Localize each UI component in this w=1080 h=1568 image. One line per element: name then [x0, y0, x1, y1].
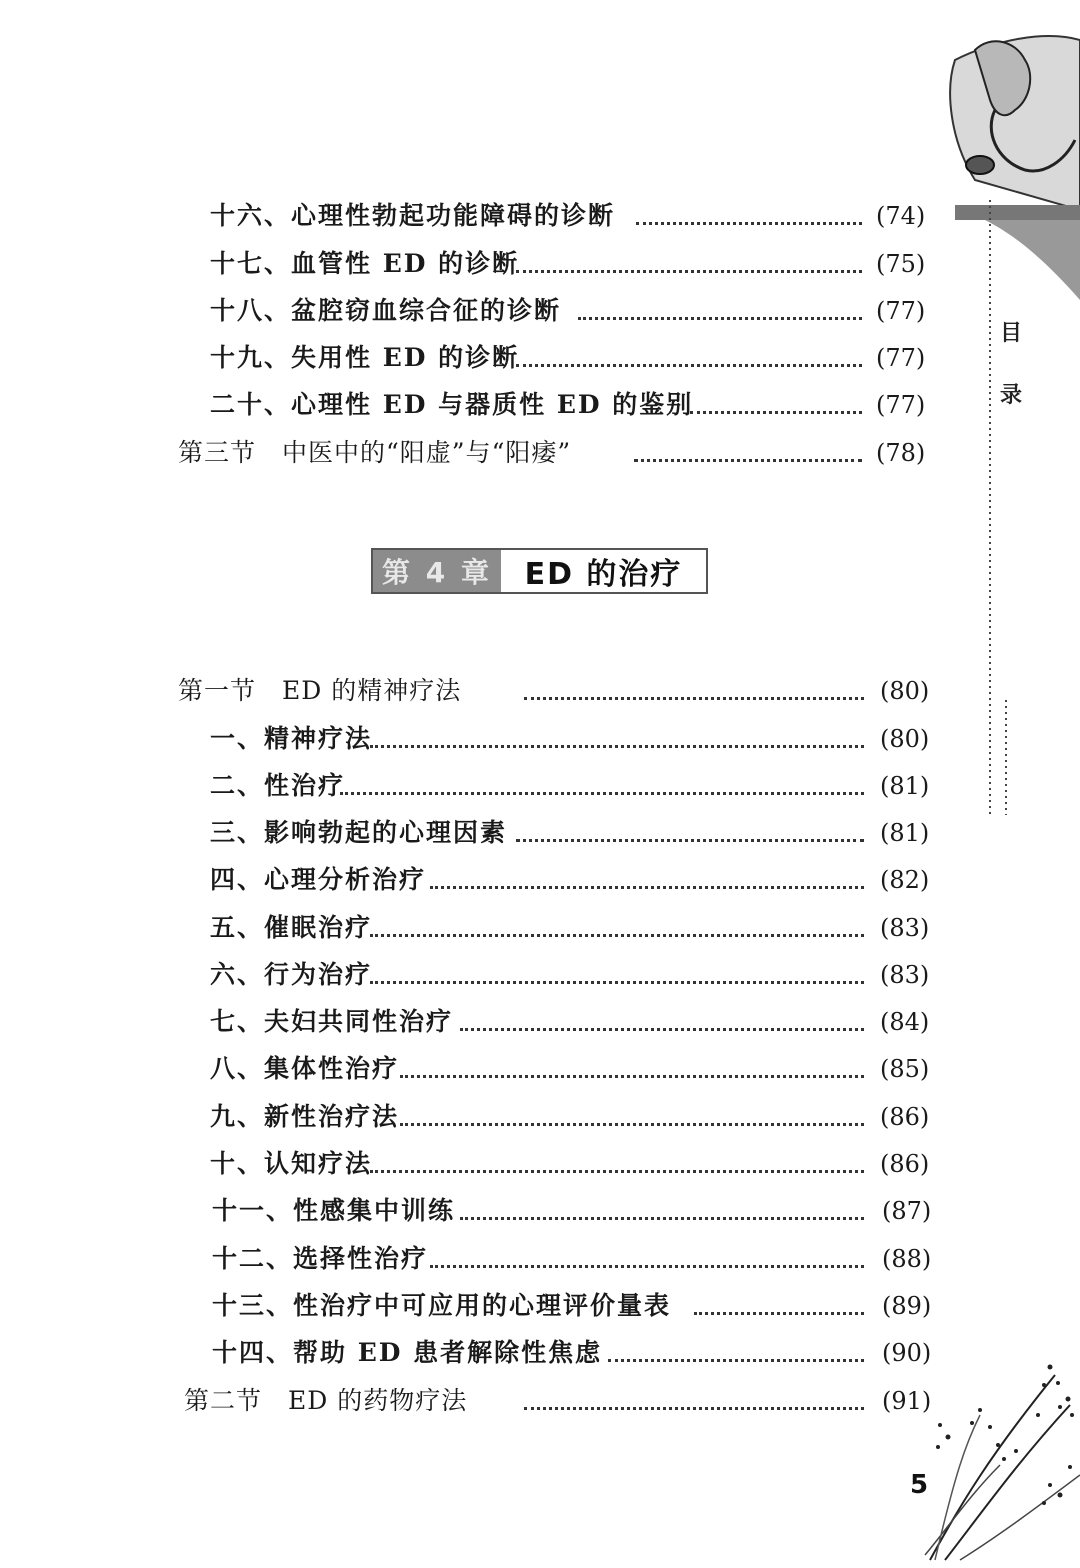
toc-entry-page: (77) [876, 391, 926, 419]
toc-entry-label: 七、夫妇共同性治疗 [210, 1000, 459, 1044]
chapter-heading [371, 548, 708, 594]
toc-leader [340, 792, 864, 795]
toc-entry-label: 十八、盆腔窃血综合征的诊断 [210, 289, 567, 333]
toc-section [0, 431, 1080, 475]
toc-leader [516, 364, 862, 367]
toc-entry [0, 1000, 1080, 1044]
toc-entry [0, 1331, 1080, 1375]
toc-entry [0, 811, 1080, 855]
toc-entry-page: (91) [882, 1387, 932, 1415]
side-tab-char-2: 录 [1000, 383, 1023, 408]
toc-entry [0, 242, 1080, 286]
toc-entry-label: 第一节 ED 的精神疗法 [178, 669, 467, 713]
toc-entry [0, 858, 1080, 902]
toc-entry-page: (87) [882, 1197, 932, 1225]
toc-entry [0, 1237, 1080, 1281]
toc-leader [460, 1217, 864, 1220]
toc-entry-page: (80) [880, 725, 930, 753]
toc-entry-page: (81) [880, 772, 930, 800]
toc-entry-label: 十、认知疗法 [210, 1142, 378, 1186]
toc-leader [516, 270, 862, 273]
toc-leader [634, 459, 862, 462]
toc-entry-label: 十九、失用性 ED 的诊断 [210, 336, 525, 380]
toc-entry-page: (89) [882, 1292, 932, 1320]
toc-leader [430, 1265, 864, 1268]
toc-entry-page: (83) [880, 914, 930, 942]
toc-leader [608, 1359, 864, 1362]
toc-leader [400, 1075, 864, 1078]
toc-entry [0, 1284, 1080, 1328]
toc-entry-label: 十四、帮助 ED 患者解除性焦虑 [212, 1331, 608, 1375]
toc-entry-label: 八、集体性治疗 [210, 1047, 405, 1091]
toc-leader [370, 1170, 864, 1173]
toc-leader [694, 1312, 864, 1315]
toc-entry-label: 九、新性治疗法 [210, 1095, 405, 1139]
toc-entry-page: (85) [880, 1055, 930, 1083]
toc-entry [0, 1095, 1080, 1139]
toc-entry-label: 二、性治疗 [210, 764, 351, 808]
toc-entry-page: (86) [880, 1150, 930, 1178]
toc-leader [524, 1407, 864, 1410]
toc-entry [0, 953, 1080, 997]
toc-entry-label: 五、催眠治疗 [210, 906, 378, 950]
toc-leader [516, 839, 864, 842]
toc-entry-page: (90) [882, 1339, 932, 1367]
toc-entry-page: (77) [876, 344, 926, 372]
toc-entry [0, 717, 1080, 761]
toc-entry [0, 1189, 1080, 1233]
toc-entry-page: (88) [882, 1245, 932, 1273]
toc-section [0, 1379, 1080, 1423]
toc-entry [0, 1047, 1080, 1091]
toc-entry-label: 一、精神疗法 [210, 717, 378, 761]
toc-leader [370, 934, 864, 937]
toc-entry-label: 六、行为治疗 [210, 953, 378, 997]
toc-entry-page: (84) [880, 1008, 930, 1036]
toc-entry-page: (74) [876, 202, 926, 230]
toc-entry [0, 194, 1080, 238]
toc-entry-label: 十三、性治疗中可应用的心理评价量表 [212, 1284, 677, 1328]
toc-entry-page: (82) [880, 866, 930, 894]
toc-entry-page: (81) [880, 819, 930, 847]
page-number: 5 [910, 1470, 929, 1500]
toc-entry-label: 十二、选择性治疗 [212, 1237, 434, 1281]
toc-entry-page: (83) [880, 961, 930, 989]
toc-entry-label: 十一、性感集中训练 [212, 1189, 461, 1233]
toc-leader [524, 697, 864, 700]
toc-entry-page: (86) [880, 1103, 930, 1131]
toc-leader [578, 317, 862, 320]
toc-leader [370, 981, 864, 984]
toc-leader [636, 222, 862, 225]
chapter-number: 第 4 章 [373, 550, 501, 592]
toc-entry-label: 二十、心理性 ED 与器质性 ED 的鉴别 [210, 383, 699, 427]
toc-entry [0, 289, 1080, 333]
toc-entry-label: 十六、心理性勃起功能障碍的诊断 [210, 194, 621, 238]
toc-entry-page: (75) [876, 250, 926, 278]
toc-leader [370, 745, 864, 748]
toc-leader [400, 1123, 864, 1126]
side-tab-char-1: 目 [1000, 321, 1023, 346]
toc-leader [460, 1028, 864, 1031]
toc-entry [0, 764, 1080, 808]
toc-entry-page: (78) [876, 439, 926, 467]
toc-entry-page: (77) [876, 297, 926, 325]
toc-entry-label: 第三节 中医中的“阳虚”与“阳痿” [178, 431, 577, 475]
toc-entry [0, 336, 1080, 380]
toc-entry-label: 三、影响勃起的心理因素 [210, 811, 513, 855]
chapter-title: ED 的治疗 [501, 550, 706, 592]
toc-entry-page: (80) [880, 677, 930, 705]
toc-entry-label: 第二节 ED 的药物疗法 [184, 1379, 473, 1423]
toc-leader [690, 411, 862, 414]
plant-illustration [920, 1355, 1080, 1565]
toc-entry [0, 906, 1080, 950]
toc-entry-label: 十七、血管性 ED 的诊断 [210, 242, 525, 286]
toc-section [0, 669, 1080, 713]
toc-entry [0, 383, 1080, 427]
toc-entry-label: 四、心理分析治疗 [210, 858, 432, 902]
toc-entry [0, 1142, 1080, 1186]
toc-leader [430, 886, 864, 889]
